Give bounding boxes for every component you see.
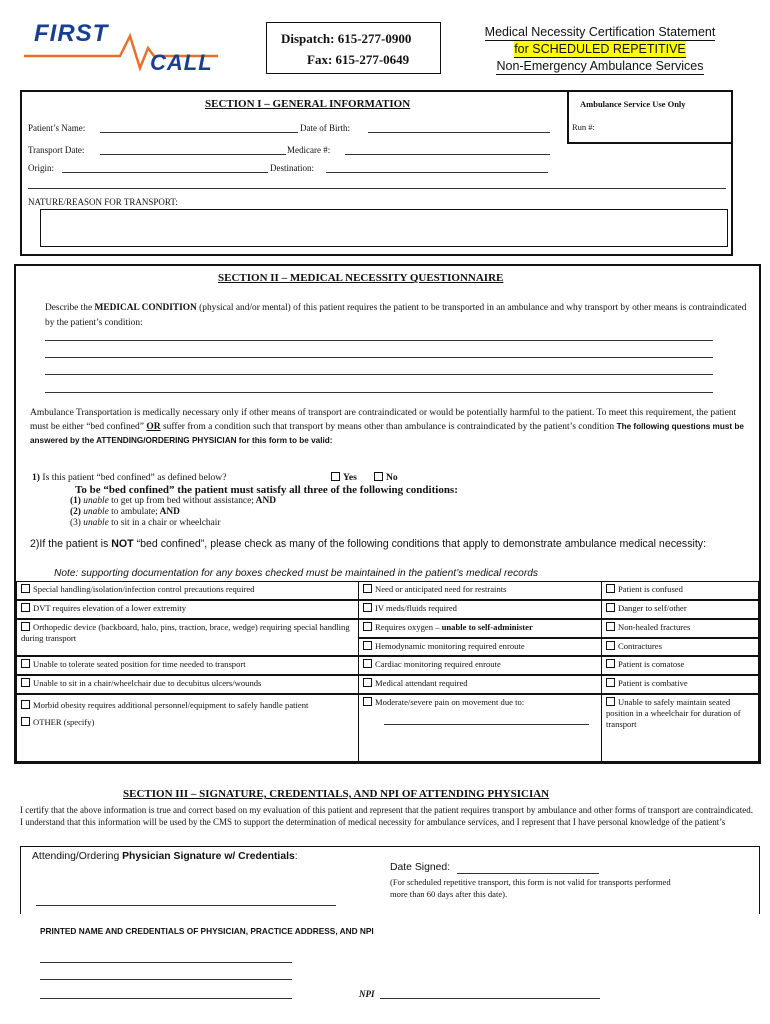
- cond-orthopedic[interactable]: [16, 619, 359, 656]
- medicare-field[interactable]: [345, 154, 550, 155]
- cond-seated-position[interactable]: [16, 656, 359, 675]
- condition-line-2[interactable]: [45, 357, 713, 358]
- cond1-i: unable: [80, 496, 109, 506]
- label: DVT requires elevation of a lower extremity: [33, 603, 187, 613]
- label: Morbid obesity requires additional personnel/equipment to safely handle patient: [33, 700, 309, 710]
- checkbox[interactable]: [363, 697, 372, 706]
- section3-title: SECTION III – SIGNATURE, CREDENTIALS, AND NPI OF ATTENDING PHYSICIAN: [123, 788, 550, 800]
- label: Patient is comatose: [618, 659, 685, 669]
- cond-attendant[interactable]: [358, 675, 602, 694]
- cond-1: [70, 496, 276, 507]
- cond-oxygen[interactable]: [358, 619, 602, 638]
- sig-post: :: [294, 851, 298, 862]
- run-number-label: Run #:: [572, 122, 595, 132]
- condition-line-4[interactable]: [45, 392, 713, 393]
- para-b: suffer from a condition such that transport by means other than ambulance is contraindicated by the patient’s condition: [160, 422, 617, 432]
- title-line3: Non-Emergency Ambulance Services: [496, 59, 704, 73]
- transport-date-label: Transport Date:: [28, 145, 85, 155]
- other-label: OTHER (specify): [33, 717, 95, 727]
- describe-condition-text: [45, 301, 755, 331]
- label: Special handling/isolation/infection control precautions required: [33, 584, 255, 594]
- date-note: (For scheduled repetitive transport, this form is not valid for transports performed more than 60 days after this date).: [390, 877, 671, 899]
- origin-label: Origin:: [28, 163, 54, 173]
- label: Unable to safely maintain seated position in a wheelchair for duration of transport: [606, 697, 741, 729]
- cond1-text: to get up from bed without assistance;: [108, 496, 254, 506]
- fax-number: Fax: 615-277-0649: [307, 52, 410, 67]
- checkbox[interactable]: [363, 659, 372, 668]
- bed-conditions: [70, 496, 276, 529]
- sig-bold: Physician Signature w/ Credentials: [122, 851, 295, 862]
- checkbox[interactable]: [363, 603, 372, 612]
- title-line1: Medical Necessity Certification Statement: [484, 25, 716, 39]
- dob-field[interactable]: [368, 132, 550, 133]
- cond2-and: AND: [157, 507, 180, 517]
- cond3-text: to sit in a chair or wheelchair: [108, 518, 221, 528]
- cond-restraints[interactable]: [358, 581, 602, 600]
- cond-obesity[interactable]: [16, 694, 359, 762]
- cond-3: [70, 518, 276, 529]
- no-checkbox[interactable]: [374, 472, 383, 481]
- cond-2: [70, 507, 276, 518]
- checkbox[interactable]: [606, 697, 615, 706]
- cond-special-handling[interactable]: [16, 581, 359, 600]
- other-checkbox[interactable]: [21, 717, 30, 726]
- cond1-num: (1): [70, 496, 81, 506]
- checkbox[interactable]: [363, 622, 372, 631]
- label: Patient is combative: [618, 678, 688, 688]
- cond-fractures[interactable]: [601, 619, 759, 638]
- service-use-label: Ambulance Service Use Only: [580, 99, 686, 109]
- cond3-num: (3): [70, 518, 81, 528]
- q1-text: Is this patient “bed confined” as defined below?: [40, 472, 227, 483]
- cond2-i: unable: [80, 507, 109, 517]
- label: IV meds/fluids required: [375, 603, 457, 613]
- yes-checkbox[interactable]: [331, 472, 340, 481]
- q2-not: NOT: [111, 538, 134, 550]
- checkbox[interactable]: [606, 678, 615, 687]
- date-signed-field[interactable]: [457, 873, 599, 874]
- logo-first: FIRST: [34, 20, 109, 47]
- checkbox[interactable]: [363, 641, 372, 650]
- label: Unable to tolerate seated position for time needed to transport: [33, 659, 246, 669]
- label: Hemodynamic monitoring required enroute: [375, 641, 525, 651]
- yes-label: Yes: [343, 472, 357, 483]
- no-label: No: [386, 472, 398, 483]
- label-bold: unable to self-administer: [441, 622, 533, 632]
- label: Danger to self/other: [618, 603, 687, 613]
- destination-field[interactable]: [326, 172, 548, 173]
- cond-hemodynamic[interactable]: [358, 638, 602, 656]
- transport-date-field[interactable]: [100, 154, 286, 155]
- patient-name-field[interactable]: [100, 132, 298, 133]
- cond-danger[interactable]: [601, 600, 759, 619]
- q2-pre: 2)If the patient is: [30, 538, 112, 550]
- cond-confused[interactable]: [601, 581, 759, 600]
- signature-label: [32, 851, 298, 862]
- nature-label: NATURE/REASON FOR TRANSPORT:: [28, 197, 178, 207]
- checkbox[interactable]: [21, 678, 30, 687]
- printed-name-line-3[interactable]: [40, 998, 292, 999]
- bed-confined-definition: To be “bed confined” the patient must satisfy all three of the following conditions:: [75, 484, 458, 496]
- describe-post: (physical and/or mental) of this patient requires the patient to be transported in an ambulance and why transport by other means is contraindicated by the patient’s condition:: [45, 303, 747, 328]
- checkbox[interactable]: [21, 622, 30, 631]
- checkbox[interactable]: [606, 641, 615, 650]
- checkbox[interactable]: [606, 622, 615, 631]
- bed-confined-yes[interactable]: [331, 472, 357, 483]
- necessity-paragraph: [30, 407, 752, 448]
- certify-text: I certify that the above information is true and correct based on my evaluation of this patient and represent that the patient requires transport by ambulance and other forms of transport are contraindicated. I understand that this information will be used by the CMS to support the determination of medical necessity for ambulance services, and I represent that I have personal knowledge of the patient’s: [20, 805, 753, 828]
- label: Moderate/severe pain on movement due to:: [375, 697, 525, 707]
- para-bold: The following questions must be answered by the ATTENDING/ORDERING PHYSICIAN for this form to be valid:: [30, 422, 744, 445]
- cond2-text: to ambulate;: [108, 507, 158, 517]
- cond-decubitus[interactable]: [16, 675, 359, 694]
- cond-cardiac[interactable]: [358, 656, 602, 675]
- logo-call: CALL: [150, 50, 213, 75]
- label: Cardiac monitoring required enroute: [375, 659, 501, 669]
- q1-number: 1): [32, 472, 40, 483]
- label: Medical attendant required: [375, 678, 468, 688]
- date-signed-label: Date Signed:: [390, 862, 451, 873]
- sig-pre: Attending/Ordering: [32, 851, 123, 862]
- logo: [22, 18, 222, 76]
- checkbox[interactable]: [21, 659, 30, 668]
- label: Patient is confused: [618, 584, 683, 594]
- documentation-note: Note: supporting documentation for any boxes checked must be maintained in the patient’s medical records: [54, 568, 538, 579]
- origin-field[interactable]: [62, 172, 268, 173]
- condition-line-3[interactable]: [45, 374, 713, 375]
- patient-name-label: Patient’s Name:: [28, 123, 86, 133]
- label: Need or anticipated need for restraints: [375, 584, 507, 594]
- label: Non-healed fractures: [618, 622, 691, 632]
- pain-reason-field[interactable]: [384, 724, 589, 725]
- signature-field[interactable]: [36, 905, 336, 906]
- cond1-and: AND: [253, 496, 276, 506]
- describe-bold: MEDICAL CONDITION: [94, 303, 197, 313]
- cond2-num: (2): [70, 507, 81, 517]
- checkbox[interactable]: [21, 584, 30, 593]
- checkbox[interactable]: [606, 659, 615, 668]
- checkbox[interactable]: [363, 584, 372, 593]
- cond-dvt[interactable]: [16, 600, 359, 619]
- para-or: OR: [146, 422, 161, 432]
- contact-box: [266, 22, 441, 74]
- section1-divider: [28, 188, 726, 189]
- checkbox[interactable]: [21, 603, 30, 612]
- question-2: [30, 537, 752, 551]
- form-title: [455, 24, 745, 75]
- para-a: Ambulance Transportation is medically necessary only if other means of transport are contraindicated or would be potentially harmful to the patient. To meet this requirement, the patient must be either “bed confined”: [30, 408, 737, 432]
- npi-label: NPI: [359, 989, 375, 999]
- npi-field[interactable]: [380, 998, 600, 999]
- label: Requires oxygen –: [375, 622, 442, 632]
- label: Contractures: [618, 641, 662, 651]
- checkbox[interactable]: [21, 700, 30, 709]
- bed-confined-no[interactable]: [374, 472, 398, 483]
- printed-name-line-2[interactable]: [40, 979, 292, 980]
- nature-reason-field[interactable]: [40, 209, 728, 247]
- q2-post: “bed confined”, please check as many of the following conditions that apply to demonstrate ambulance medical necessity:: [133, 538, 707, 550]
- question-1: [32, 472, 226, 483]
- printed-name-label: PRINTED NAME AND CREDENTIALS OF PHYSICIAN, PRACTICE ADDRESS, AND NPI: [40, 926, 374, 936]
- condition-line-1[interactable]: [45, 340, 713, 341]
- label: Orthopedic device (backboard, halo, pins, traction, brace, wedge) requiring special handling during transport: [21, 622, 350, 643]
- title-line2: for SCHEDULED REPETITIVE: [514, 42, 686, 56]
- checkbox[interactable]: [606, 603, 615, 612]
- medicare-label: Medicare #:: [287, 145, 331, 155]
- cond-comatose[interactable]: [601, 656, 759, 675]
- label: Unable to sit in a chair/wheelchair due to decubitus ulcers/wounds: [33, 678, 262, 688]
- cond-pain[interactable]: [358, 694, 602, 762]
- cond-unable-seated[interactable]: [601, 694, 759, 762]
- section2-title: SECTION II – MEDICAL NECESSITY QUESTIONNAIRE: [218, 272, 504, 284]
- cond-iv-meds[interactable]: [358, 600, 602, 619]
- cond-contractures[interactable]: [601, 638, 759, 656]
- printed-name-line-1[interactable]: [40, 962, 292, 963]
- destination-label: Destination:: [270, 163, 314, 173]
- dispatch-number: Dispatch: 615-277-0900: [281, 31, 412, 46]
- dob-label: Date of Birth:: [300, 123, 350, 133]
- checkbox[interactable]: [363, 678, 372, 687]
- section1-title: SECTION I – GENERAL INFORMATION: [205, 98, 411, 110]
- cond3-i: unable: [80, 518, 109, 528]
- describe-pre: Describe the: [45, 303, 95, 313]
- checkbox[interactable]: [606, 584, 615, 593]
- cond-combative[interactable]: [601, 675, 759, 694]
